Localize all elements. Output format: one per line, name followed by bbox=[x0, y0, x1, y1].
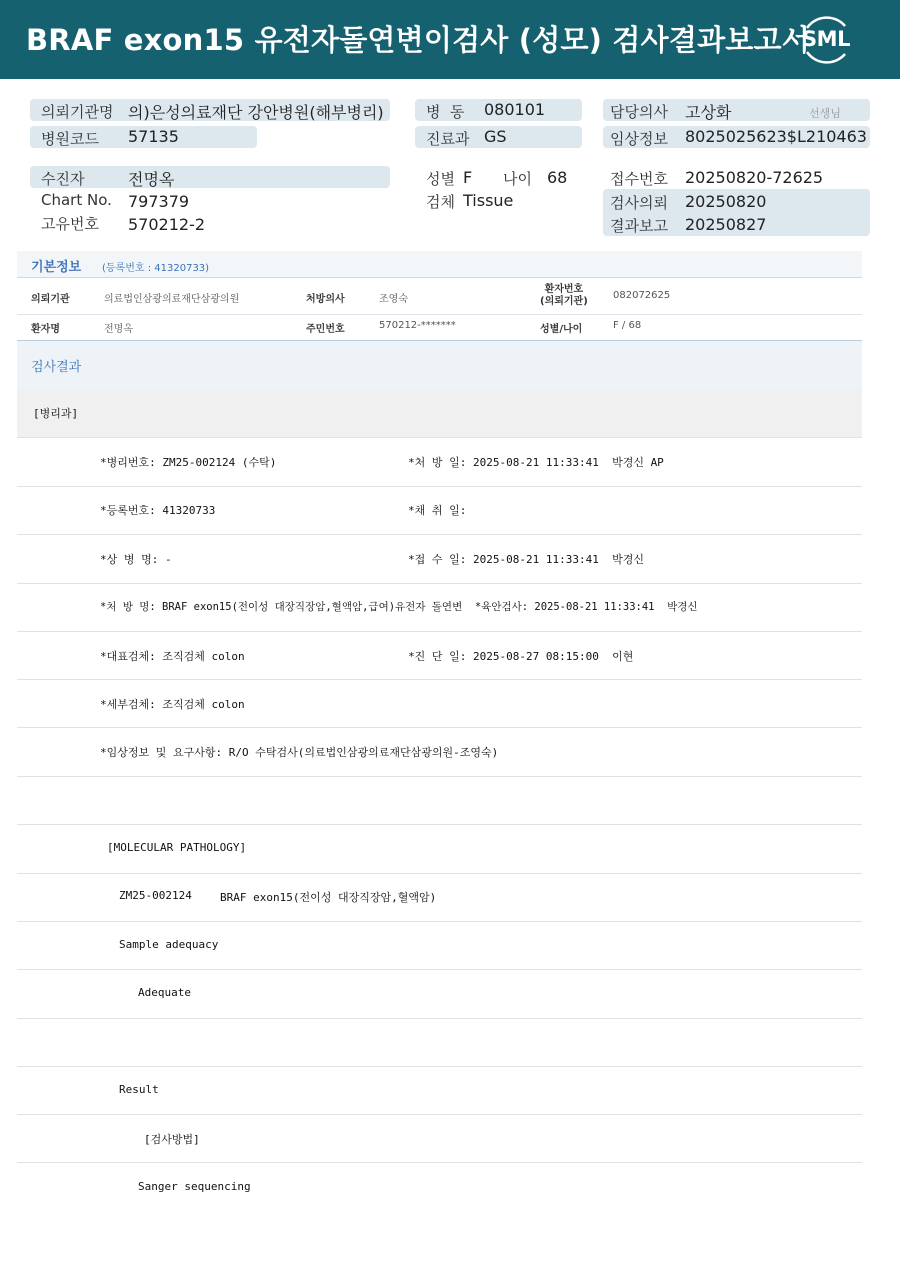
logo-text: SML bbox=[802, 27, 850, 51]
basic-info-divider bbox=[17, 314, 862, 315]
department-label: 진료과 bbox=[426, 130, 470, 148]
row-divider bbox=[17, 1066, 862, 1067]
chart-no-value: 797379 bbox=[128, 192, 190, 211]
row-divider bbox=[17, 873, 862, 874]
detail-specimen: *세부검체: 조직검체 colon bbox=[100, 698, 245, 711]
row-divider bbox=[17, 534, 862, 535]
doctor-value: 고상화 bbox=[685, 103, 732, 122]
age-value: 68 bbox=[547, 168, 568, 187]
pathology-section-row bbox=[17, 389, 862, 437]
molecular-pathology-header: [MOLECULAR PATHOLOGY] bbox=[107, 841, 247, 854]
ward-label: 병 동 bbox=[426, 103, 465, 121]
row-divider bbox=[17, 1162, 862, 1163]
sample-adequacy-value: Adequate bbox=[138, 986, 191, 999]
basic-sex-age-value: F / 68 bbox=[613, 320, 642, 331]
row-divider bbox=[17, 631, 862, 632]
patient-name-value: 전명옥 bbox=[128, 170, 175, 189]
prescription-name: *처 방 명: BRAF exon15(전이성 대장직장암,혈액암,급여)유전자 돌연변 *육안검사: 2025-08-21 11:33:41 박경신 bbox=[100, 601, 698, 613]
age-label: 나이 bbox=[503, 170, 532, 188]
doctor-label: 담당의사 bbox=[610, 103, 668, 121]
department-value: GS bbox=[484, 127, 507, 146]
receipt-date: *접 수 일: 2025-08-21 11:33:41 박경신 bbox=[408, 553, 644, 566]
row-divider bbox=[17, 776, 862, 777]
report-banner bbox=[0, 0, 900, 79]
row-divider bbox=[17, 437, 862, 438]
unique-no-label: 고유번호 bbox=[41, 215, 99, 233]
institution-label: 의뢰기관명 bbox=[41, 103, 114, 121]
row-divider bbox=[17, 969, 862, 970]
basic-info-registration: (등록번호 : 41320733) bbox=[102, 263, 210, 274]
collection-date: *채 취 일: bbox=[408, 504, 467, 517]
registration-number: *등록번호: 41320733 bbox=[100, 504, 216, 517]
sex-value: F bbox=[463, 168, 473, 187]
results-header bbox=[17, 340, 862, 390]
receipt-no-label: 접수번호 bbox=[610, 170, 668, 188]
basic-resident-no-label: 주민번호 bbox=[306, 324, 345, 335]
report-title: BRAF exon15 유전자돌연변이검사 (성모) 검사결과보고서 bbox=[26, 23, 810, 57]
basic-prescriber-label: 처방의사 bbox=[306, 294, 345, 305]
doctor-suffix: 선생님 bbox=[809, 107, 841, 120]
row-divider bbox=[17, 583, 862, 584]
row-divider bbox=[17, 1114, 862, 1115]
prescription-date: *처 방 일: 2025-08-21 11:33:41 박경신 AP bbox=[408, 456, 664, 469]
diagnosis-name: *상 병 명: - bbox=[100, 553, 172, 566]
clinical-info-value: 8025025623$L210463 bbox=[685, 127, 867, 146]
sml-logo bbox=[795, 12, 857, 68]
basic-info-title: 기본정보 bbox=[31, 260, 82, 275]
row-divider bbox=[17, 824, 862, 825]
basic-patient-name-label: 환자명 bbox=[31, 324, 60, 335]
row-divider bbox=[17, 727, 862, 728]
clinical-info-label: 임상정보 bbox=[610, 130, 668, 148]
basic-info-header bbox=[17, 251, 862, 278]
report-date-value: 20250827 bbox=[685, 215, 767, 234]
basic-resident-no-value: 570212-******* bbox=[379, 320, 456, 331]
row-divider bbox=[17, 486, 862, 487]
basic-patient-no-label: 환자번호 (의뢰기관) bbox=[540, 284, 588, 307]
basic-patient-name-value: 전명옥 bbox=[104, 324, 133, 335]
unique-no-value: 570212-2 bbox=[128, 215, 206, 234]
row-divider bbox=[17, 679, 862, 680]
report-date-label: 결과보고 bbox=[610, 217, 668, 235]
chart-no-label: Chart No. bbox=[41, 191, 112, 209]
sex-label: 성별 bbox=[426, 170, 455, 188]
row-divider bbox=[17, 921, 862, 922]
ward-value: 080101 bbox=[484, 100, 546, 119]
clinical-requirements: *임상정보 및 요구사항: R/O 수탁검사(의료법인삼광의료재단삼광의원-조영숙) bbox=[100, 746, 499, 759]
pathology-section-label: [병리과] bbox=[33, 407, 79, 420]
result-label: Result bbox=[119, 1083, 159, 1096]
basic-sex-age-label: 성별/나이 bbox=[540, 324, 583, 335]
results-title: 검사결과 bbox=[31, 360, 82, 375]
basic-institution-value: 의료법인삼광의료재단삼광의원 bbox=[104, 294, 240, 305]
patient-label: 수진자 bbox=[41, 170, 85, 188]
molecular-test-name: BRAF exon15(전이성 대장직장암,혈액암) bbox=[220, 891, 437, 904]
pathology-number: *병리번호: ZM25-002124 (수탁) bbox=[100, 456, 277, 469]
representative-specimen: *대표검체: 조직검체 colon bbox=[100, 650, 245, 663]
sample-adequacy-label: Sample adequacy bbox=[119, 938, 219, 951]
request-date-label: 검사의뢰 bbox=[610, 194, 668, 212]
molecular-id: ZM25-002124 bbox=[119, 889, 192, 902]
basic-prescriber-value: 조영숙 bbox=[379, 294, 408, 305]
specimen-value: Tissue bbox=[463, 191, 514, 210]
request-date-value: 20250820 bbox=[685, 192, 767, 211]
hospital-code-label: 병원코드 bbox=[41, 130, 99, 148]
basic-patient-no-value: 082072625 bbox=[613, 290, 671, 301]
test-method-value: Sanger sequencing bbox=[138, 1180, 251, 1193]
test-method-label: [검사방법] bbox=[144, 1133, 200, 1146]
institution-value: 의)은성의료재단 강안병원(해부병리) bbox=[128, 103, 384, 122]
hospital-code-value: 57135 bbox=[128, 127, 179, 146]
diagnosis-date: *진 단 일: 2025-08-27 08:15:00 이현 bbox=[408, 650, 634, 663]
specimen-label: 검체 bbox=[426, 193, 455, 211]
basic-institution-label: 의뢰기관 bbox=[31, 294, 70, 305]
receipt-no-value: 20250820-72625 bbox=[685, 168, 824, 187]
row-divider bbox=[17, 1018, 862, 1019]
